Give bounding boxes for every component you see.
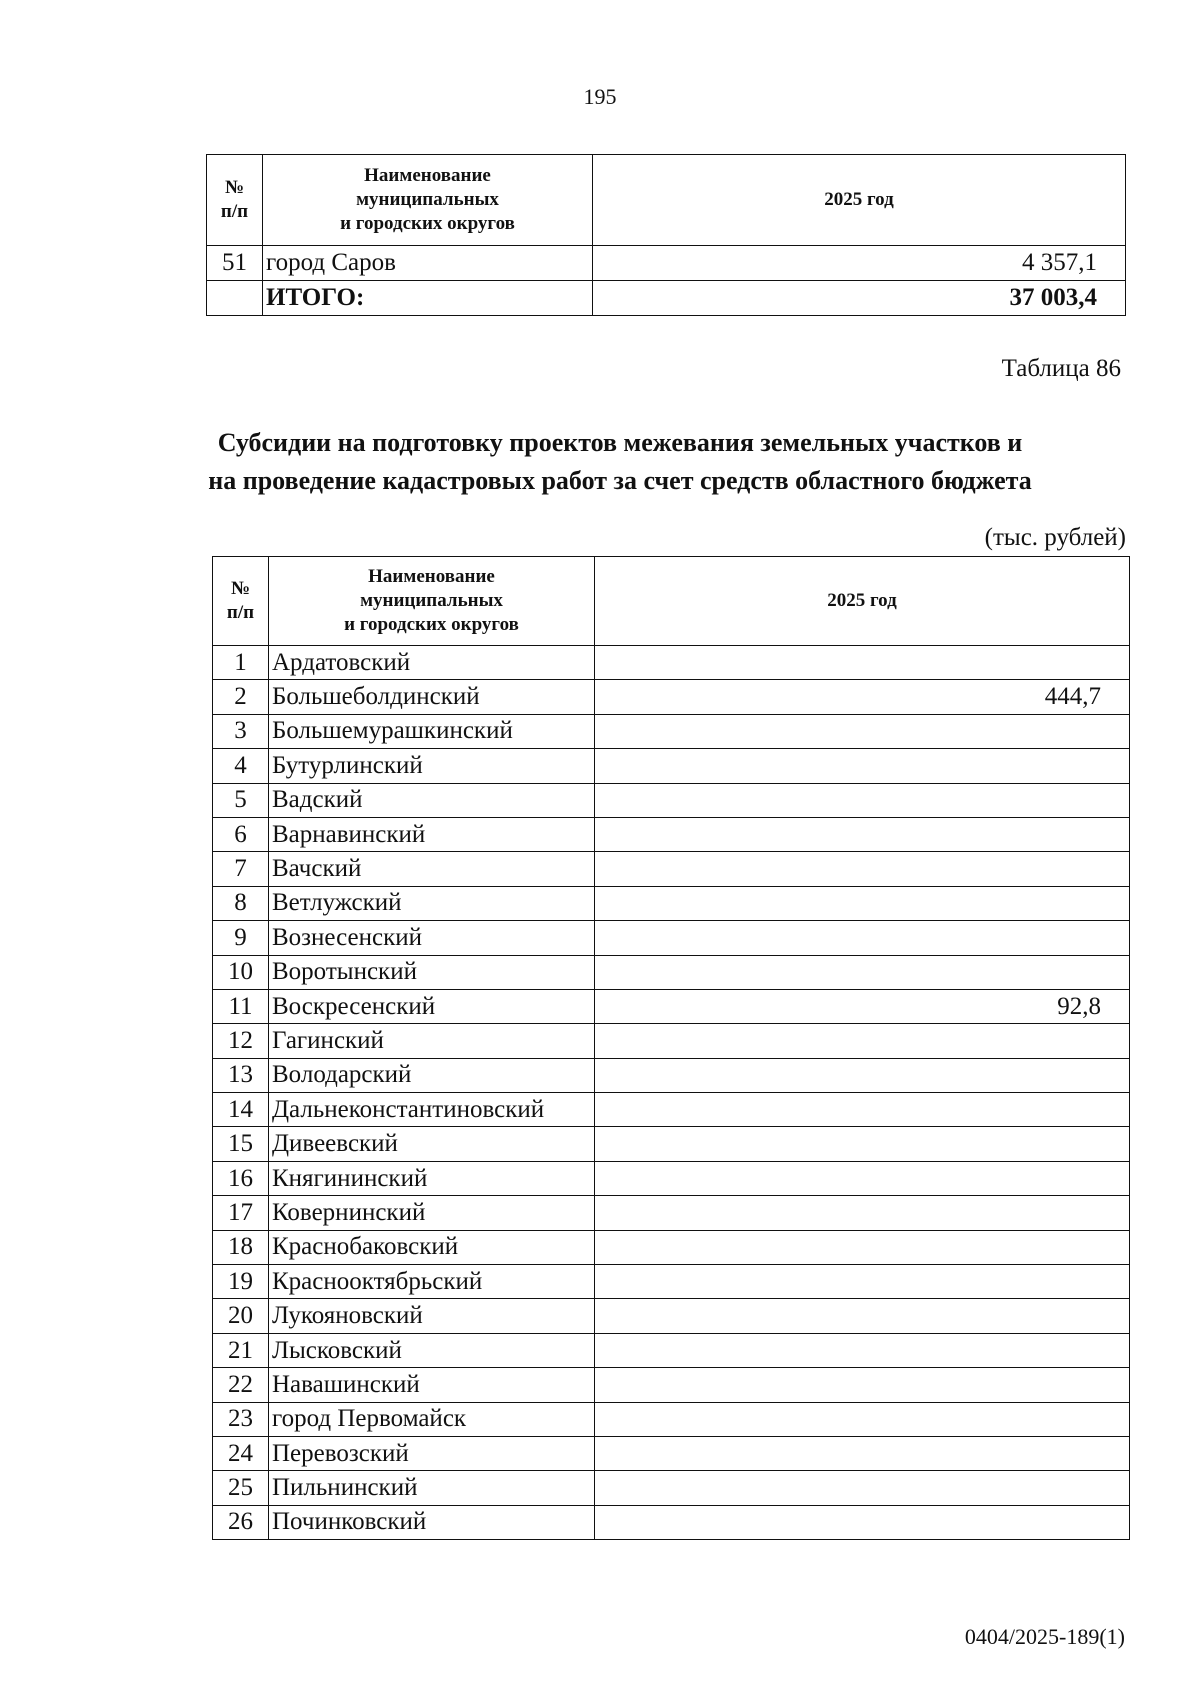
row-number: 24 <box>213 1436 269 1470</box>
row-municipality: Навашинский <box>269 1368 595 1402</box>
row-municipality: Дальнеконстантиновский <box>269 1093 595 1127</box>
row-value <box>595 1368 1130 1402</box>
table-row <box>213 783 1130 817</box>
row-value <box>595 1265 1130 1299</box>
row-value <box>595 1299 1130 1333</box>
row-municipality: Перевозский <box>269 1436 595 1470</box>
row-number: 18 <box>213 1230 269 1264</box>
row-value <box>595 1093 1130 1127</box>
row-municipality: Ветлужский <box>269 886 595 920</box>
subsidy-table <box>212 556 1130 1540</box>
table-continuation <box>206 154 1126 316</box>
row-value <box>595 1196 1130 1230</box>
table-label: Таблица 86 <box>1001 355 1121 382</box>
row-value: 4 357,1 <box>593 246 1126 281</box>
row-value <box>595 1230 1130 1264</box>
row-number: 11 <box>213 989 269 1023</box>
row-municipality: Княгининский <box>269 1161 595 1195</box>
row-number: 1 <box>213 646 269 680</box>
table-row <box>213 1402 1130 1436</box>
document-code: 0404/2025-189(1) <box>964 1624 1125 1649</box>
row-value <box>595 749 1130 783</box>
row-number: 23 <box>213 1402 269 1436</box>
row-number: 10 <box>213 955 269 989</box>
row-number: 3 <box>213 714 269 748</box>
table-row <box>213 680 1130 714</box>
table-row <box>213 1127 1130 1161</box>
row-number: 4 <box>213 749 269 783</box>
row-value <box>595 921 1130 955</box>
table-row <box>213 1230 1130 1264</box>
table-row <box>213 1368 1130 1402</box>
row-municipality: Краснобаковский <box>269 1230 595 1264</box>
header-year: 2025 год <box>595 557 1130 646</box>
row-municipality: Воскресенский <box>269 989 595 1023</box>
row-number: 12 <box>213 1024 269 1058</box>
table-row <box>213 1196 1130 1230</box>
header-municipality: Наименование муниципальных и городских округов <box>269 557 595 646</box>
table-header-row <box>207 155 1126 246</box>
row-number: 13 <box>213 1058 269 1092</box>
row-value <box>595 1161 1130 1195</box>
table-row <box>213 921 1130 955</box>
row-number: 16 <box>213 1161 269 1195</box>
row-value <box>595 1505 1130 1539</box>
total-row <box>207 281 1126 316</box>
row-value <box>595 886 1130 920</box>
row-number: 25 <box>213 1471 269 1505</box>
row-municipality: Лысковский <box>269 1333 595 1367</box>
table-row <box>213 714 1130 748</box>
row-number: 15 <box>213 1127 269 1161</box>
table-row <box>213 1265 1130 1299</box>
row-number: 9 <box>213 921 269 955</box>
row-value <box>595 852 1130 886</box>
table-row <box>213 1333 1130 1367</box>
row-number: 20 <box>213 1299 269 1333</box>
row-value <box>595 783 1130 817</box>
table-row <box>213 1436 1130 1470</box>
row-municipality: Варнавинский <box>269 817 595 851</box>
row-value <box>595 1333 1130 1367</box>
table-row <box>213 1505 1130 1539</box>
table-row <box>213 989 1130 1023</box>
row-number: 2 <box>213 680 269 714</box>
header-municipality: Наименование муниципальных и городских округов <box>263 155 593 246</box>
total-value: 37 003,4 <box>593 281 1126 316</box>
row-number: 21 <box>213 1333 269 1367</box>
row-municipality: Вадский <box>269 783 595 817</box>
row-municipality: Лукояновский <box>269 1299 595 1333</box>
table-row <box>207 246 1126 281</box>
table-row <box>213 1058 1130 1092</box>
header-number: № п/п <box>207 155 263 246</box>
row-municipality: Володарский <box>269 1058 595 1092</box>
row-value <box>595 1127 1130 1161</box>
row-number: 5 <box>213 783 269 817</box>
table-row <box>213 749 1130 783</box>
row-municipality: Большемурашкинский <box>269 714 595 748</box>
row-number: 26 <box>213 1505 269 1539</box>
header-number: № п/п <box>213 557 269 646</box>
total-label: ИТОГО: <box>263 281 593 316</box>
row-value <box>595 1436 1130 1470</box>
table-row <box>213 646 1130 680</box>
table-row <box>213 955 1130 989</box>
row-municipality: Вознесенский <box>269 921 595 955</box>
row-value <box>595 646 1130 680</box>
row-municipality: Гагинский <box>269 1024 595 1058</box>
row-municipality: Воротынский <box>269 955 595 989</box>
row-value <box>595 1024 1130 1058</box>
row-municipality: Большеболдинский <box>269 680 595 714</box>
row-value: 92,8 <box>595 989 1130 1023</box>
row-value <box>595 955 1130 989</box>
row-municipality: Вачский <box>269 852 595 886</box>
row-value <box>595 1471 1130 1505</box>
table-row <box>213 852 1130 886</box>
table-body <box>213 646 1130 1540</box>
row-number: 6 <box>213 817 269 851</box>
table-title: Субсидии на подготовку проектов межевания земельных участков и на проведение кадастровых работ за счет средств областного бюджета <box>208 428 1032 495</box>
table-row <box>213 1299 1130 1333</box>
row-number: 22 <box>213 1368 269 1402</box>
row-municipality: Починковский <box>269 1505 595 1539</box>
row-municipality: город Саров <box>263 246 593 281</box>
row-number: 14 <box>213 1093 269 1127</box>
table-header-row <box>213 557 1130 646</box>
row-number: 19 <box>213 1265 269 1299</box>
row-number: 17 <box>213 1196 269 1230</box>
header-year: 2025 год <box>593 155 1126 246</box>
row-municipality: Пильнинский <box>269 1471 595 1505</box>
table-row <box>213 1161 1130 1195</box>
row-value: 444,7 <box>595 680 1130 714</box>
total-number-cell <box>207 281 263 316</box>
table-row <box>213 1471 1130 1505</box>
table-row <box>213 1024 1130 1058</box>
row-value <box>595 1058 1130 1092</box>
row-municipality: Бутурлинский <box>269 749 595 783</box>
row-municipality: город Первомайск <box>269 1402 595 1436</box>
row-number: 51 <box>207 246 263 281</box>
row-municipality: Дивеевский <box>269 1127 595 1161</box>
row-value <box>595 714 1130 748</box>
row-value <box>595 817 1130 851</box>
row-number: 8 <box>213 886 269 920</box>
table-row <box>213 1093 1130 1127</box>
row-municipality: Ардатовский <box>269 646 595 680</box>
table-body <box>207 246 1126 281</box>
units-label: (тыс. рублей) <box>984 524 1126 551</box>
row-municipality: Ковернинский <box>269 1196 595 1230</box>
row-municipality: Краснооктябрьский <box>269 1265 595 1299</box>
row-number: 7 <box>213 852 269 886</box>
row-value <box>595 1402 1130 1436</box>
page-number: 195 <box>583 84 617 109</box>
table-row <box>213 817 1130 851</box>
table-row <box>213 886 1130 920</box>
